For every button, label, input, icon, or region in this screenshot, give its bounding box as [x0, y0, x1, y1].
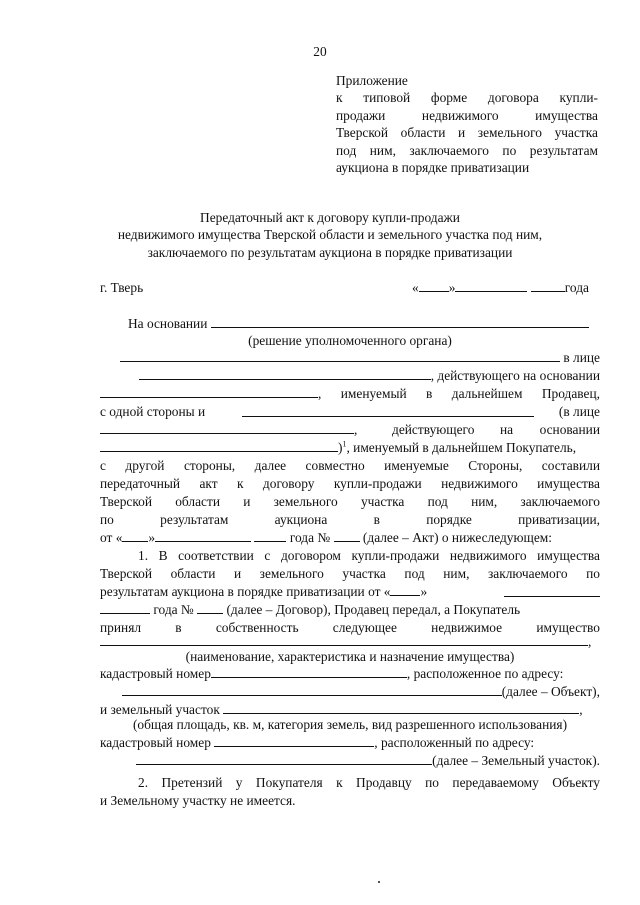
contract-number-blank[interactable] [197, 602, 223, 614]
one-side-row: с одной стороны и (в лице [100, 404, 600, 419]
appendix-line: Тверской области и земельного участка [336, 125, 598, 141]
property-note: (наименование, характеристика и назначение имущества) [185, 649, 515, 664]
appendix-line: под ним, заключаемого по результатам [336, 142, 598, 158]
land-note: (общая площадь, кв. м, категория земель, вид разрешенного использования) [132, 717, 568, 732]
contract-number-row: года № (далее – Договор), Продавец передал, а Покупатель [100, 601, 600, 618]
appendix-line: к типовой форме договора купли- [336, 90, 598, 106]
appendix-line: продажи недвижимого имущества [336, 107, 598, 123]
property-blank[interactable] [100, 634, 588, 646]
city-date-row [100, 279, 600, 296]
title-line: недвижимого имущества Тверской области и земельного участка под ним, [117, 227, 543, 243]
basis-note: (решение уполномоченного органа) [248, 333, 452, 348]
contract-day-blank[interactable] [390, 584, 420, 596]
contract-date-row: результатам аукциона в порядке приватизации от « » [100, 583, 600, 600]
seller-rep-blank[interactable] [139, 368, 431, 380]
seller-basis-blank[interactable] [100, 386, 318, 398]
title-line: Передаточный акт к договору купли-продажи [200, 210, 460, 225]
property-row: , [100, 633, 600, 650]
contract-year-blank[interactable] [100, 602, 150, 614]
land-cadastral-row: кадастровый номер , расположенный по адресу: [100, 735, 535, 750]
body-line: с другой стороны, далее совместно именуемые Стороны, составили [100, 458, 600, 473]
buyer-acting-row: , действующего на основании [100, 421, 600, 438]
in-person-row: в лице [100, 349, 600, 366]
land-address-blank[interactable] [136, 753, 432, 765]
item1-line: принял в собственность следующее недвижимое имущество [100, 620, 600, 635]
footnote-mark: 1 [342, 439, 347, 449]
item1-line: 1. В соответствии с договором купли-продажи недвижимого имущества [138, 548, 600, 563]
title-line: заключаемого по результатам аукциона в порядке приватизации [147, 244, 513, 260]
buyer-named-row: )$^1$, именуемый в дальнейшем Покупатель, [100, 439, 600, 456]
body-line: по результатам аукциона в порядке приватизации, [100, 512, 600, 527]
land-cadastral-blank[interactable] [214, 735, 374, 747]
buyer-blank[interactable] [242, 405, 534, 417]
cadastral-row: кадастровый номер , расположенное по адресу: [100, 666, 564, 681]
appendix-block [336, 72, 598, 177]
act-month-blank[interactable] [155, 530, 251, 542]
act-year-blank[interactable] [254, 530, 286, 542]
page-number: 20 [313, 44, 327, 59]
scan-speck [378, 881, 380, 883]
body-line: Тверской области и земельного участка под ним, заключаемого [100, 494, 600, 509]
cadastral-blank[interactable] [211, 666, 407, 678]
buyer-basis-blank[interactable] [100, 440, 338, 452]
act-day-blank[interactable] [122, 530, 148, 542]
object-address-blank[interactable] [122, 684, 502, 696]
basis-row: На основании [128, 315, 600, 332]
appendix-line: Приложение [336, 73, 408, 88]
contract-month-blank[interactable] [504, 585, 600, 597]
appendix-line: аукциона в порядке приватизации [336, 160, 530, 176]
land-blank[interactable] [223, 702, 579, 714]
object-row: (далее – Объект), [100, 683, 600, 700]
date-day-blank[interactable] [419, 280, 449, 292]
item2-line: и Земельному участку не имеется. [100, 793, 296, 808]
act-date-row: от « » года № (далее – Акт) о нижеследующем: [100, 530, 552, 545]
item2-line: 2. Претензий у Покупателя к Продавцу по передаваемому Объекту [138, 775, 600, 790]
item1-line: Тверской области и земельного участка под ним, заключаемого по [100, 566, 600, 581]
body-line: передаточный акт к договору купли-продажи недвижимого имущества [100, 476, 600, 491]
seller-blank[interactable] [120, 350, 560, 362]
date-month-blank[interactable] [455, 280, 527, 292]
acting-basis-row: , действующего на основании [100, 367, 600, 384]
date-year-blank[interactable] [531, 280, 565, 292]
date-field: « » года [412, 280, 589, 295]
buyer-rep-blank[interactable] [100, 422, 354, 434]
document-title [80, 209, 580, 261]
seller-named-row: , именуемый в дальнейшем Продавец, [100, 385, 600, 402]
plot-row: (далее – Земельный участок). [100, 752, 600, 769]
act-number-blank[interactable] [334, 530, 360, 542]
land-row: и земельный участок , [100, 702, 583, 717]
city: г. Тверь [100, 280, 144, 295]
basis-blank[interactable] [211, 316, 589, 328]
